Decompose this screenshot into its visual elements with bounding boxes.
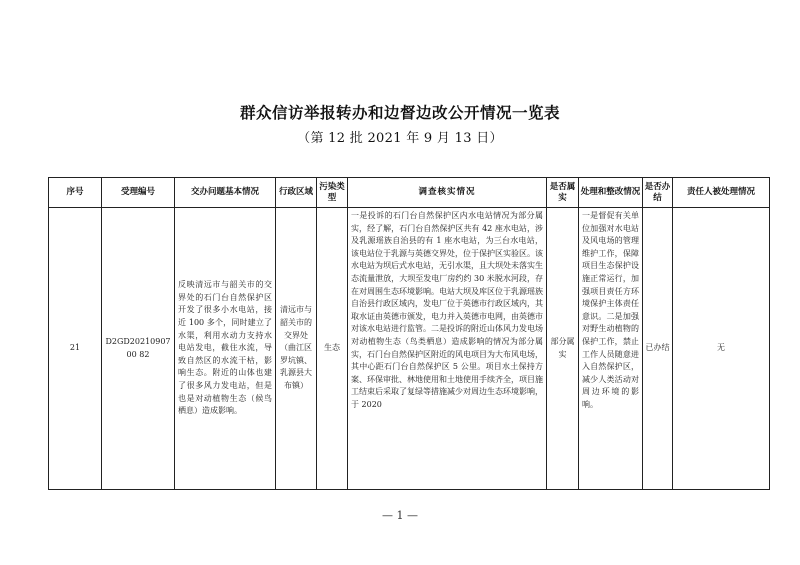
header-pollution: 污染类型: [317, 178, 348, 208]
cell-seq: 21: [49, 208, 102, 490]
header-verified: 是否属实: [547, 178, 579, 208]
cell-investigation: 一是投诉的石门台自然保护区内水电站情况为部分属实，经了解，石门台自然保护区共有 42 座水电站，涉及乳源瑶族自治县的有 1 座水电站，为三台水电站，该电站位于乳源与英德交界处，位于保护区实验区。该水电站为坝后式水电站，无引水渠，且大坝处未落实生态流量泄放，大坝至发电厂房约约 30 米脱水河段，存在对周围生态环境影响。电站大坝及库区位于乳源瑶族自治县行政区域内，发电厂位于英德市行政区域内，其取水证由英德市颁发，电力并入英德市电网，由英德市对该水电站进行监管。二是投诉的附近山体风力发电场对动植物生态（鸟类栖息）造成影响的情况为部分属实，石门台自然保护区附近的风电项目为大布风电场，其中心距石门台自然保护区 5 公里。项目水土保持方案、环保审批、林地使用和土地使用手续齐全，项目施工结束后采取了复绿等措施减少对周边生态环境影响，于 2020: [348, 208, 547, 490]
document-title: 群众信访举报转办和边督边改公开情况一览表: [239, 104, 560, 122]
header-region: 行政区域: [276, 178, 317, 208]
cell-verified: 部分属实: [547, 208, 579, 490]
cell-region: 清远市与韶关市的交界处（曲江区罗坑镇、乳源县大布镇）: [276, 208, 317, 490]
table-header-row: [49, 178, 770, 208]
cell-closed: 已办结: [643, 208, 673, 490]
header-rectification: 处理和整改情况: [579, 178, 643, 208]
header-accountability: 责任人被处理情况: [673, 178, 770, 208]
table-row: [49, 208, 770, 490]
cell-code: D2GD2021090700 82: [102, 208, 175, 490]
cell-pollution: 生态: [317, 208, 348, 490]
header-code: 受理编号: [102, 178, 175, 208]
cell-accountability: 无: [673, 208, 770, 490]
page-number: — 1 —: [382, 509, 418, 522]
header-seq: 序号: [49, 178, 102, 208]
disclosure-table: [48, 177, 770, 490]
header-closed: 是否办结: [643, 178, 673, 208]
header-investigation: 调查核实情况: [348, 178, 547, 208]
cell-problem: 反映清远市与韶关市的交界处的石门台自然保护区开发了很多小水电站，接近 100 多个，同时建立了水渠，利用水动力支持水电站发电，截住水流，导致自然区的水流干枯，影响生态。附近的山体也建了很多风力发电站，但是也是对动植物生态（候鸟栖息）造成影响。: [175, 208, 276, 490]
cell-rectification: 一是督促有关单位加强对水电站及风电场的管理维护工作，保障项目生态保护设施正常运行，加强项目责任方环境保护主体责任意识。二是加强对野生动植物的保护工作，禁止工作人员随意进入自然保护区，减少人类活动对周边环境的影响。: [579, 208, 643, 490]
document-subtitle: （第 12 批 2021 年 9 月 13 日）: [297, 131, 503, 146]
header-problem: 交办问题基本情况: [175, 178, 276, 208]
